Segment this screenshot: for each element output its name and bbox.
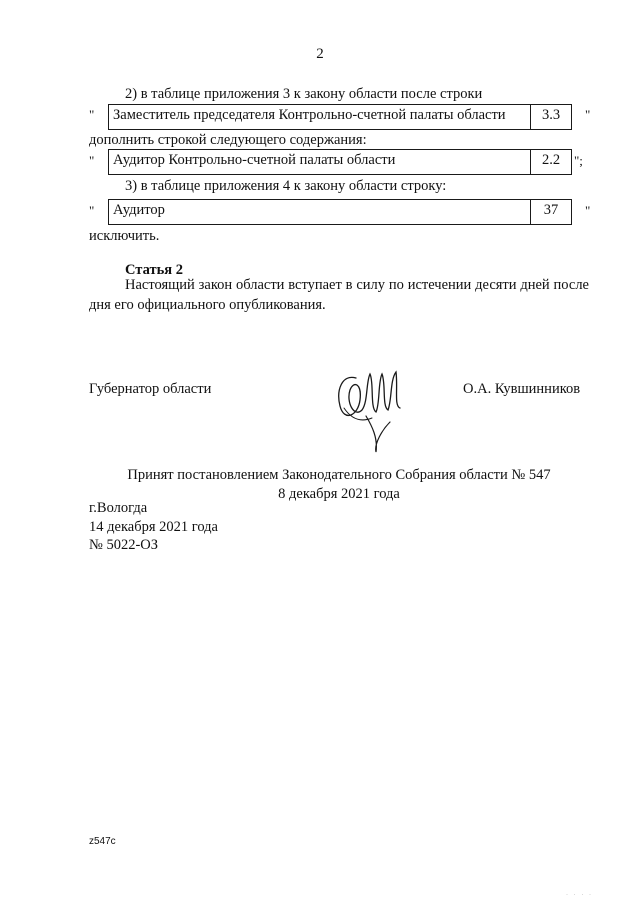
- row2-value: 2.2: [541, 152, 561, 168]
- signature-image: [332, 360, 414, 456]
- article2-heading: Статья 2: [125, 262, 183, 278]
- place: г.Вологда: [89, 500, 148, 516]
- row3-open-quote: ": [89, 203, 95, 218]
- table-row-2: [108, 149, 572, 175]
- row2-open-quote: ": [89, 153, 95, 168]
- date: 14 декабря 2021 года: [89, 519, 218, 535]
- doc-code: z547c: [89, 836, 116, 847]
- adopted-line1: Принят постановлением Законодательного Собрания области № 547: [127, 467, 551, 483]
- row1-open-quote: ": [89, 107, 95, 122]
- row3-value: 37: [543, 202, 559, 218]
- table-row-1: [108, 104, 572, 130]
- row1-value: 3.3: [541, 107, 561, 123]
- exclude-line: исключить.: [89, 228, 160, 244]
- table-row-3: [108, 199, 572, 225]
- corner-mark: · · · ·: [566, 892, 593, 898]
- article2-text: Настоящий закон области вступает в силу по истечении десяти дней после дня его официального опубликования.: [89, 277, 589, 314]
- governor-name: О.А. Кувшинников: [463, 381, 581, 397]
- item3-intro: 3) в таблице приложения 4 к закону области строку:: [125, 178, 447, 194]
- page-number: 2: [316, 46, 324, 62]
- adopted-line2: 8 декабря 2021 года: [278, 486, 400, 502]
- row2-close-quote: ";: [574, 153, 583, 168]
- row3-text: Аудитор: [109, 200, 531, 224]
- row1-close-quote: ": [585, 107, 591, 122]
- row2-text: Аудитор Контрольно-счетной палаты области: [109, 150, 531, 174]
- row3-close-quote: ": [585, 203, 591, 218]
- law-number: № 5022-ОЗ: [89, 537, 159, 553]
- governor-title: Губернатор области: [89, 381, 212, 397]
- row1-text: Заместитель председателя Контрольно-счетной палаты области: [109, 105, 531, 129]
- add-line: дополнить строкой следующего содержания:: [89, 132, 367, 148]
- item2-intro: 2) в таблице приложения 3 к закону области после строки: [125, 86, 483, 102]
